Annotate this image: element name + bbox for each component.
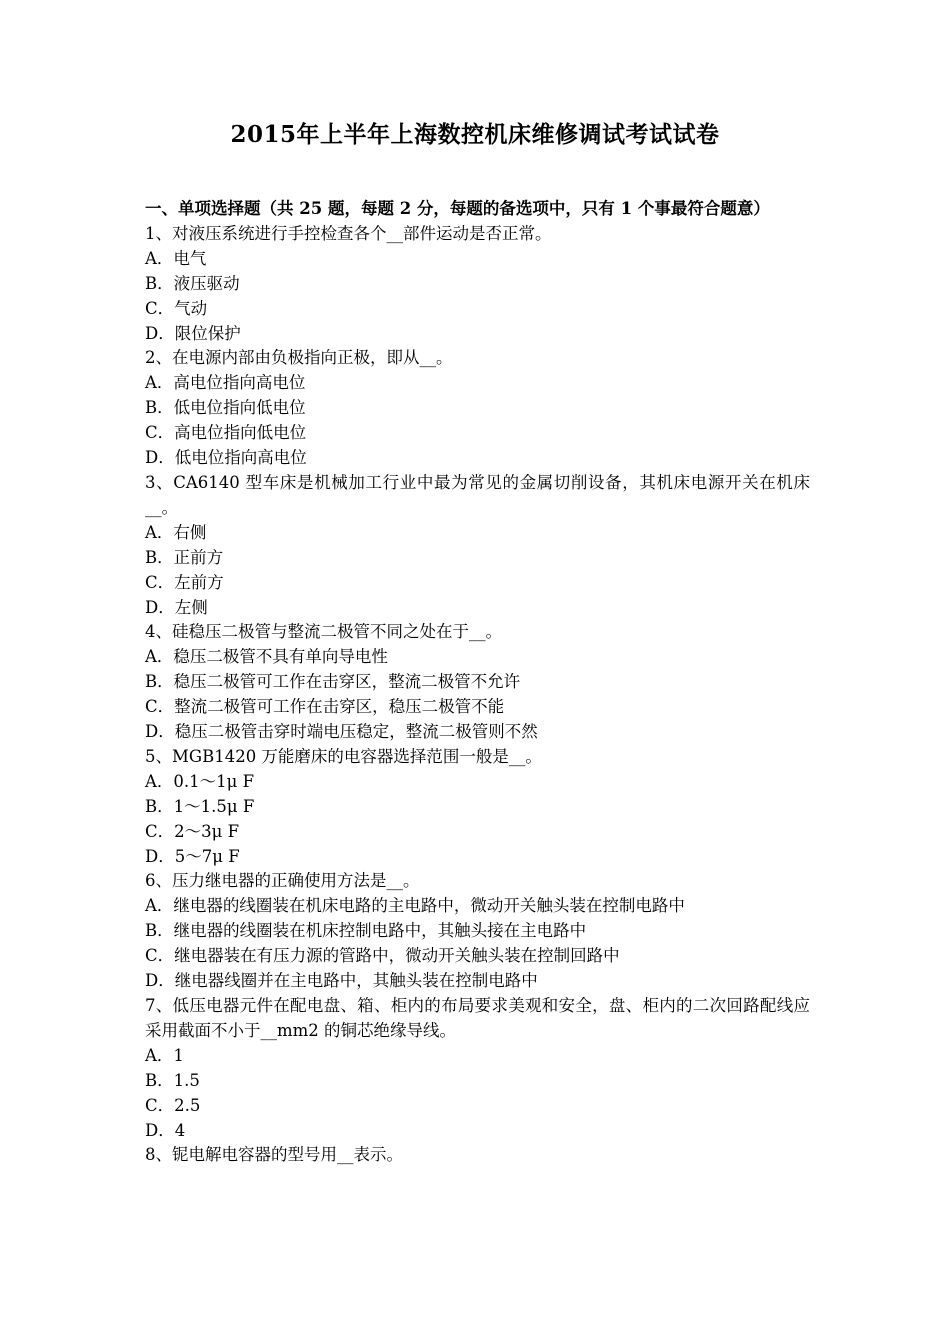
option-a: A．0.1～1μ F — [145, 771, 255, 791]
option-a: A．电气 — [145, 248, 207, 268]
option-d: D．4 — [145, 1120, 186, 1140]
question-8 — [145, 1143, 810, 1168]
question-stem: 6、压力继电器的正确使用方法是__。 — [145, 871, 420, 891]
option-b: B．低电位指向低电位 — [145, 398, 306, 418]
option-a: A．稳压二极管不具有单向导电性 — [145, 647, 388, 667]
option-a: A．1 — [145, 1045, 184, 1065]
option-a: A．高电位指向高电位 — [145, 373, 306, 393]
option-b: B．继电器的线圈装在机床控制电路中，其触头接在主电路中 — [145, 921, 587, 941]
question-4 — [145, 620, 810, 745]
section-heading: 一、单项选择题（共 25 题，每题 2 分，每题的备选项中，只有 1 个事最符合题意） — [145, 199, 770, 218]
question-2 — [145, 346, 810, 471]
option-b: B．稳压二极管可工作在击穿区，整流二极管不允许 — [145, 672, 521, 692]
option-a: A．右侧 — [145, 522, 207, 542]
question-stem: 2、在电源内部由负极指向正极，即从__。 — [145, 348, 453, 368]
option-d: D．继电器线圈并在主电路中，其触头装在控制电路中 — [145, 971, 538, 991]
document-body — [145, 197, 810, 1168]
option-c: C．整流二极管可工作在击穿区，稳压二极管不能 — [145, 697, 505, 717]
question-3 — [145, 471, 810, 620]
option-d: D．左侧 — [145, 597, 208, 617]
option-c: C．气动 — [145, 298, 208, 318]
option-b: B．1.5 — [145, 1070, 200, 1090]
option-a: A．继电器的线圈装在机床电路的主电路中，微动开关触头装在控制电路中 — [145, 896, 685, 916]
question-stem: 4、硅稳压二极管与整流二极管不同之处在于__。 — [145, 622, 502, 642]
option-c: C．高电位指向低电位 — [145, 423, 307, 443]
option-b: B．液压驱动 — [145, 273, 240, 293]
question-5 — [145, 745, 810, 870]
question-7 — [145, 994, 810, 1143]
option-c: C．继电器装在有压力源的管路中，微动开关触头装在控制回路中 — [145, 946, 620, 966]
option-b: B．正前方 — [145, 547, 224, 567]
option-d: D．5～7μ F — [145, 846, 240, 866]
document-title: 2015年上半年上海数控机床维修调试考试试卷 — [230, 121, 720, 148]
option-d: D．稳压二极管击穿时端电压稳定，整流二极管则不然 — [145, 722, 538, 742]
option-c: C．2.5 — [145, 1095, 201, 1115]
question-stem: 5、MGB1420 万能磨床的电容器选择范围一般是__。 — [145, 746, 542, 766]
option-d: D．限位保护 — [145, 323, 241, 343]
question-stem: 3、CA6140 型车床是机械加工行业中最为常见的金属切削设备，其机床电源开关在机床__。 — [145, 472, 810, 517]
question-6 — [145, 869, 810, 994]
option-c: C．2～3μ F — [145, 821, 240, 841]
option-c: C．左前方 — [145, 572, 224, 592]
question-stem: 7、低压电器元件在配电盘、箱、柜内的布局要求美观和安全，盘、柜内的二次回路配线应采用截面不小于__mm2 的铜芯绝缘导线。 — [145, 996, 810, 1040]
question-1 — [145, 222, 810, 347]
question-stem: 8、铌电解电容器的型号用__表示。 — [145, 1145, 403, 1165]
option-b: B．1～1.5μ F — [145, 796, 255, 816]
question-stem: 1、对液压系统进行手控检查各个__部件运动是否正常。 — [145, 223, 552, 243]
option-d: D．低电位指向高电位 — [145, 448, 307, 468]
